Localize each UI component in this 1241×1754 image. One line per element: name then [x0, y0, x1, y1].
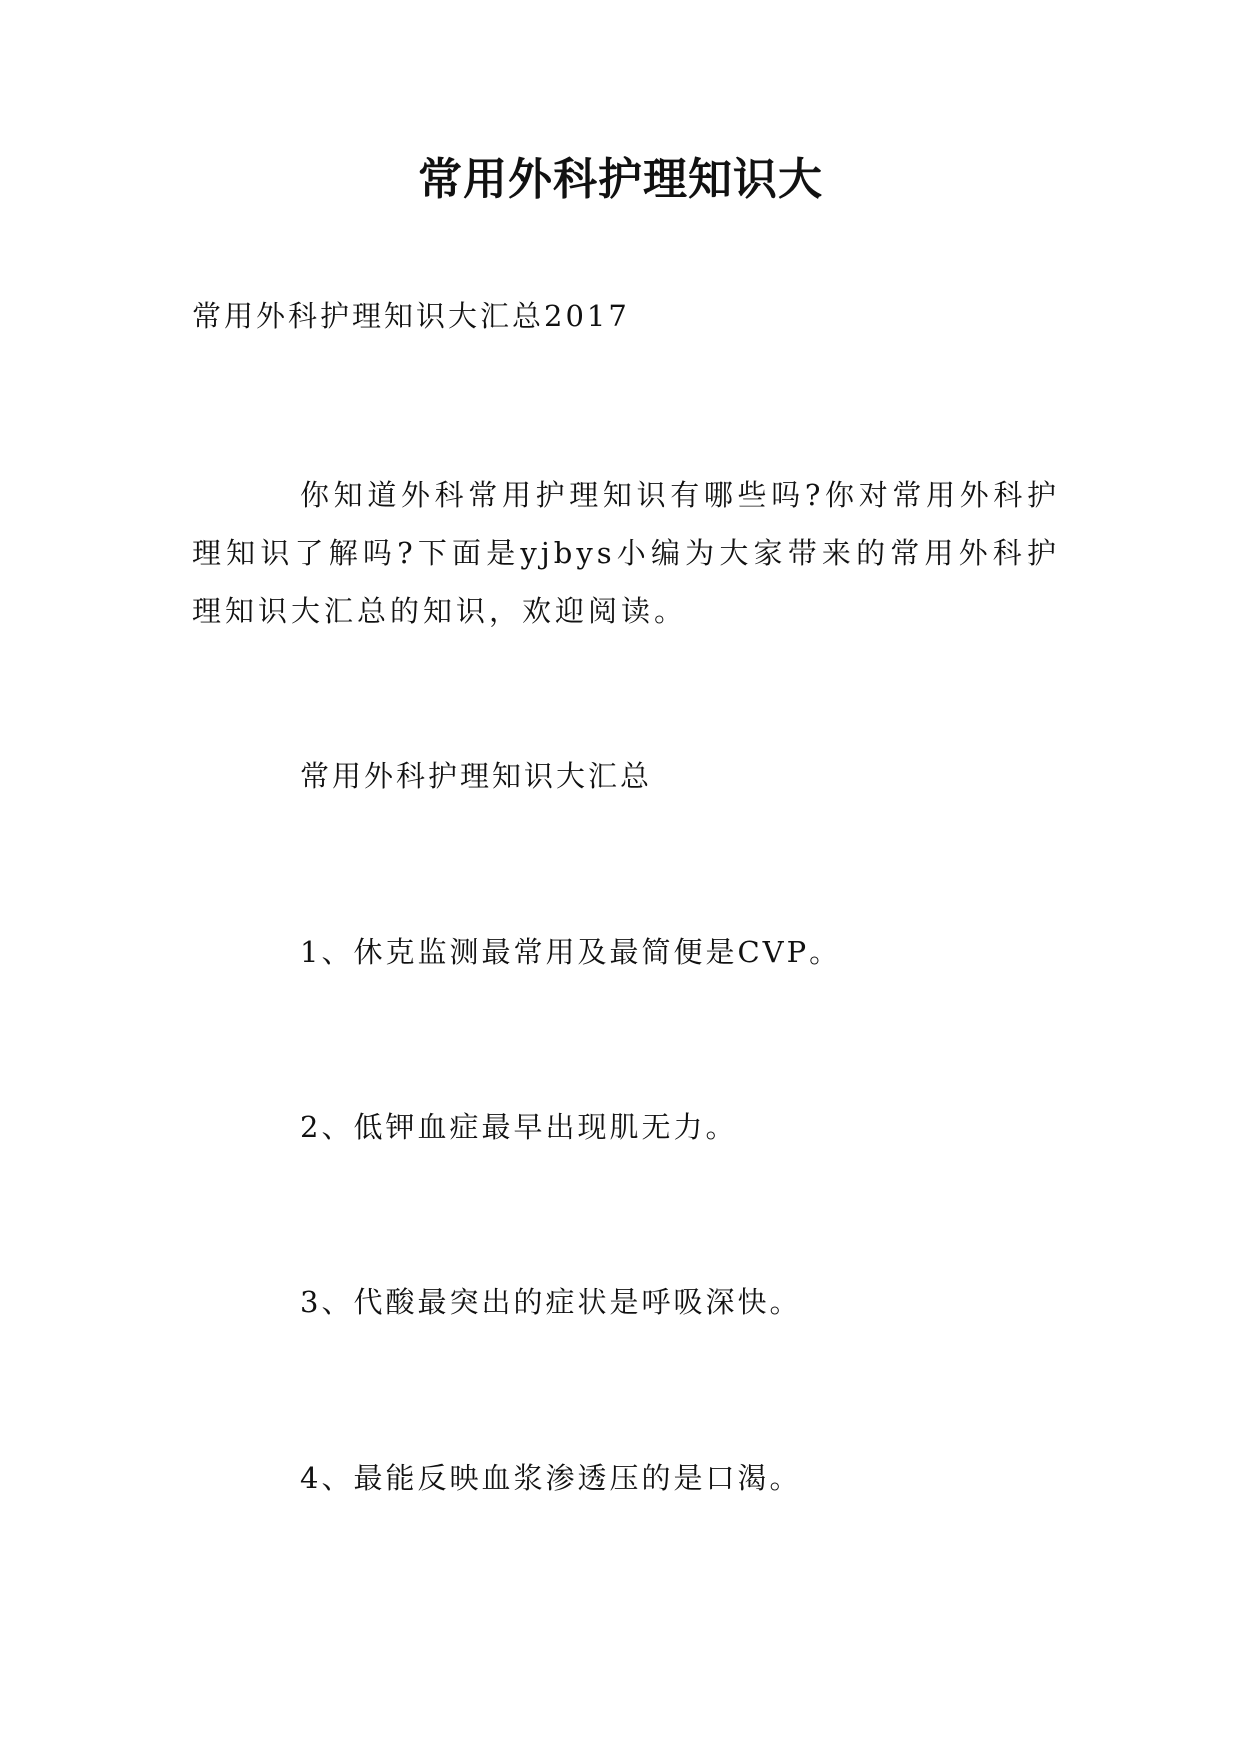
list-item: 4、最能反映血浆渗透压的是口渴。: [300, 1461, 802, 1495]
document-title: 常用外科护理知识大: [418, 154, 823, 205]
intro-paragraph: 你知道外科常用护理知识有哪些吗?你对常用外科护理知识了解吗?下面是yjbys小编为大家带来的常用外科护理知识大汇总的知识，欢迎阅读。: [192, 478, 1060, 628]
list-item: 3、代酸最突出的症状是呼吸深快。: [300, 1285, 802, 1319]
document-subtitle: 常用外科护理知识大汇总2017: [192, 299, 630, 333]
section-heading: 常用外科护理知识大汇总: [300, 759, 653, 793]
list-item: 2、低钾血症最早出现肌无力。: [300, 1110, 738, 1144]
list-item: 1、休克监测最常用及最简便是CVP。: [300, 935, 842, 969]
